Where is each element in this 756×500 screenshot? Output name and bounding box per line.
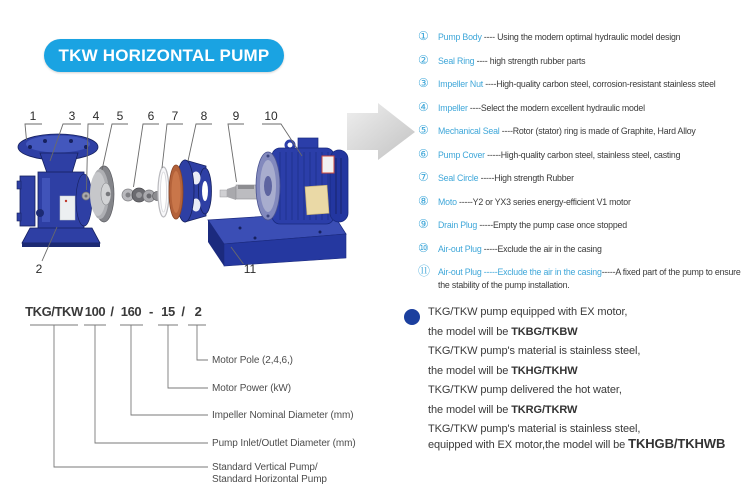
part-name: Air-out Plug -----Exclude the air in the casing (438, 267, 602, 277)
note-line: TKG/TKW pump's material is stainless steel, (428, 345, 641, 357)
part-name: Pump Cover (438, 149, 485, 160)
note-line: TKG/TKW pump equipped with EX motor, (428, 306, 628, 318)
model-code-segments (25, 304, 202, 319)
part-list-item (418, 219, 754, 232)
item-number: ⑪ (418, 264, 431, 278)
part-list-item (418, 31, 754, 44)
part-description: ----Select the modern excellent hydraulic model (467, 102, 645, 113)
part-number-label: 6 (147, 109, 155, 123)
item-number: ② (418, 52, 429, 67)
note-line: the model will be TKBG/TKBW (428, 325, 578, 338)
item-number: ④ (418, 99, 429, 114)
part-name: Drain Plug (438, 220, 478, 230)
impeller-nut-graphic (82, 192, 90, 200)
part-number-label: 10 (264, 109, 278, 123)
note-line: equipped with EX motor,the model will be TKHGB/TKHWB (428, 435, 726, 451)
part-name: Pump Body (438, 32, 482, 42)
part-list-item (418, 193, 754, 209)
title-banner (44, 39, 284, 72)
model-segment: 100 (84, 304, 106, 319)
model-callout-label: Impeller Nominal Diameter (mm) (212, 410, 354, 421)
model-segment: / (181, 304, 185, 319)
part-number-label: 2 (35, 262, 43, 276)
model-segment: TKG/TKW (25, 304, 83, 319)
note-lines (428, 306, 754, 452)
part-number-label: 3 (68, 109, 76, 123)
part-list-item (418, 266, 754, 292)
part-name: Moto (438, 196, 457, 207)
model-segment: 160 (120, 304, 142, 319)
part-name: Mechanical Seal (438, 126, 500, 136)
item-number: ⑧ (418, 193, 429, 208)
model-segment: 15 (161, 304, 175, 319)
model-callout-labels (212, 355, 356, 485)
right-arrow-icon (345, 100, 419, 164)
note-line: TKG/TKW pump's material is stainless steel, (428, 423, 641, 435)
part-list-item (418, 125, 754, 138)
part-number-label: 7 (171, 109, 179, 123)
part-list-item (418, 240, 754, 256)
note-line: the model will be TKRG/TKRW (428, 403, 578, 416)
part-number-label: 8 (200, 109, 208, 123)
motor-graphic (256, 138, 348, 224)
part-list-item (418, 172, 754, 185)
part-number-label: 1 (29, 109, 37, 123)
part-description: -----High-quality carbon steel, stainless steel, casting (484, 149, 681, 160)
part-list-item (418, 52, 754, 68)
model-segment: / (110, 304, 114, 319)
part-description: -----High strength Rubber (478, 173, 574, 183)
note-line: the model will be TKHG/TKHW (428, 364, 578, 377)
part-description: ---- high strength rubber parts (474, 55, 586, 66)
part-description: -----Empty the pump case once stopped (477, 220, 627, 230)
model-code-diagram (20, 295, 360, 495)
model-callout-label: Standard Vertical Pump/ (212, 462, 318, 473)
item-number: ⑨ (418, 217, 429, 231)
item-number: ⑤ (418, 123, 429, 137)
impeller-graphic (90, 166, 114, 222)
part-number-label: 5 (116, 109, 124, 123)
item-number: ⑩ (418, 240, 429, 255)
model-callout-label: Standard Horizontal Pump (212, 474, 327, 485)
part-description: -----A fixed part of the pump to ensure the stability of the pump installation. (438, 267, 741, 290)
note-line: TKG/TKW pump delivered the hot water, (428, 384, 622, 396)
item-number: ⑥ (418, 146, 429, 161)
part-name: Impeller Nut (438, 79, 484, 89)
model-segment: 2 (194, 304, 202, 319)
model-variant-notes (402, 306, 754, 458)
model-callout-lines (30, 325, 208, 467)
model-callout-label: Motor Power (kW) (212, 383, 291, 394)
page-title: TKW HORIZONTAL PUMP (58, 45, 270, 65)
pump-cover-graphic (169, 160, 212, 222)
part-description: -----Y2 or YX3 series energy-efficient V1 motor (456, 196, 631, 207)
part-description: ---- Using the modern optimal hydraulic model design (481, 32, 681, 42)
part-description: -----Exclude the air in the casing (481, 243, 602, 254)
part-number-label: 11 (243, 262, 257, 276)
part-number-label: 9 (232, 109, 240, 123)
part-list-item (418, 99, 754, 115)
item-number: ⑦ (418, 170, 429, 184)
parts-list (418, 31, 754, 292)
model-segment: - (149, 304, 153, 319)
model-callout-label: Motor Pole (2,4,6,) (212, 355, 293, 366)
part-description: ----Rotor (stator) ring is made of Graphite, Hard Alloy (499, 126, 696, 136)
bullet-circle-icon (404, 309, 420, 325)
model-callout-label: Pump Inlet/Outlet Diameter (mm) (212, 438, 356, 449)
part-name: Seal Ring (438, 55, 475, 66)
part-number-label: 4 (92, 109, 100, 123)
part-name: Air-out Plug (438, 243, 482, 254)
mechanical-seal-graphic (122, 188, 162, 202)
seal-circle-graphic (158, 167, 169, 217)
part-description: ----High-quality carbon steel, corrosion-resistant stainless steel (483, 79, 716, 89)
part-list-item (418, 78, 754, 91)
item-number: ① (418, 29, 429, 43)
part-list-item (418, 146, 754, 162)
part-name: Seal Circle (438, 173, 479, 183)
item-number: ③ (418, 76, 429, 90)
pump-exploded-diagram (10, 100, 402, 292)
part-name: Impeller (438, 102, 468, 113)
